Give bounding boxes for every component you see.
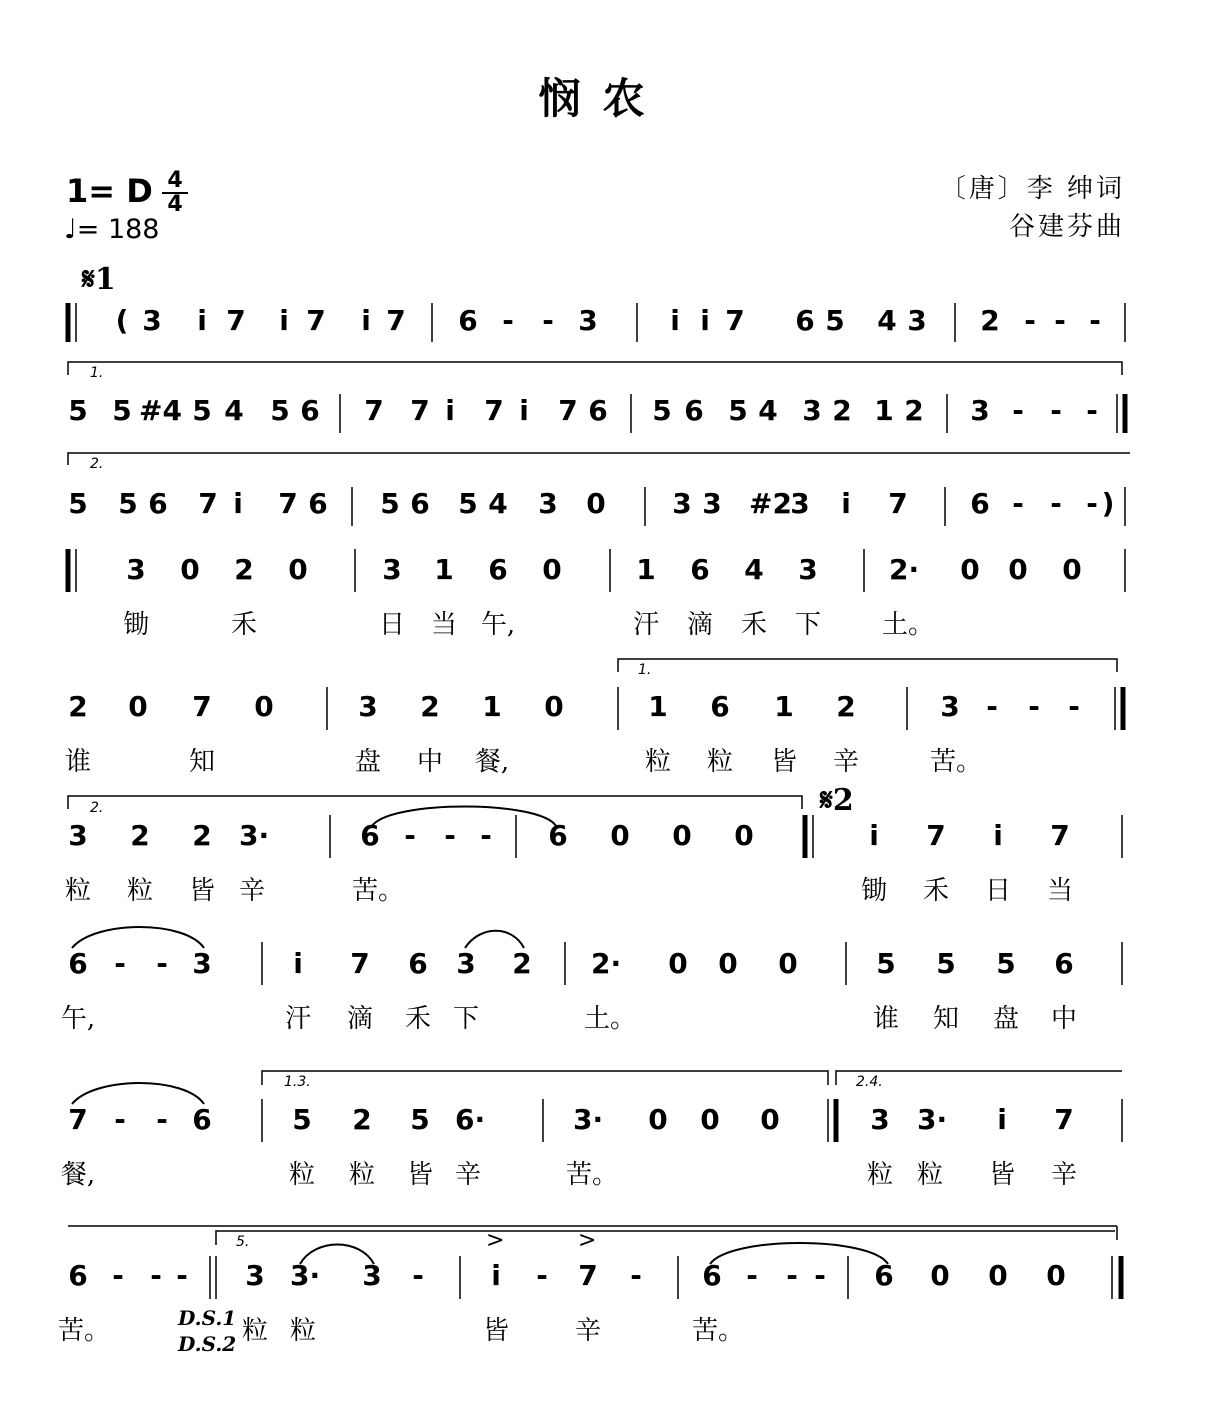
lyric-syllable: 禾 [230, 610, 257, 640]
note: 3 [538, 487, 558, 520]
composer: 谷建芬曲 [1008, 212, 1125, 242]
ds-2: D.S.2 [178, 1332, 237, 1356]
note: 0 [648, 1103, 668, 1136]
note: - [630, 1259, 642, 1292]
lyric-syllable: 苦。 [352, 876, 405, 906]
lyric-syllable: 粒 [126, 876, 153, 906]
note: 5 [996, 947, 1016, 980]
dal-segno-marks [178, 1305, 236, 1357]
accent-mark: > [486, 1228, 505, 1253]
note: ) [1101, 487, 1115, 520]
note: 6 [548, 819, 568, 852]
note: - [156, 947, 168, 980]
note: 0 [254, 690, 274, 723]
note: 3 [870, 1103, 890, 1136]
note: 0 [760, 1103, 780, 1136]
note: - [1086, 487, 1098, 520]
note: 6· [455, 1103, 486, 1136]
lyric-syllable: 苦。 [58, 1316, 111, 1346]
note: - [150, 1259, 162, 1292]
lyric-syllable: 餐, [474, 747, 510, 777]
note: - [1050, 487, 1062, 520]
note: 5 [68, 487, 88, 520]
volta-1: 1. [90, 365, 104, 381]
lyric-syllable: 盘 [992, 1004, 1019, 1034]
lyric-syllable: 粒 [866, 1160, 893, 1190]
note: 3 [702, 487, 722, 520]
note: 0 [988, 1259, 1008, 1292]
note: 5 [118, 487, 138, 520]
note: 0 [930, 1259, 950, 1292]
note: 7 [725, 304, 745, 337]
note: 0 [668, 947, 688, 980]
note: 0 [610, 819, 630, 852]
note: 5 [112, 394, 132, 427]
note: 7 [558, 394, 578, 427]
lyric-syllable: 辛 [574, 1316, 601, 1346]
note: 3 [798, 553, 818, 586]
page-title: 悯农 [538, 74, 667, 123]
note: i [670, 304, 680, 337]
note: 5 [825, 304, 845, 337]
lyric-syllable: 谁 [64, 747, 91, 777]
note: 2· [591, 947, 622, 980]
note: 3 [382, 553, 402, 586]
note: - [1028, 690, 1040, 723]
note: - [114, 1103, 126, 1136]
lyric-syllable: 土。 [882, 610, 935, 640]
note: 0 [700, 1103, 720, 1136]
volta-1: 1. [638, 662, 652, 678]
note: 6 [68, 1259, 88, 1292]
note: 6 [308, 487, 328, 520]
note: - [1012, 487, 1024, 520]
note: 3 [192, 947, 212, 980]
note: 0 [1008, 553, 1028, 586]
note: 2 [420, 690, 440, 723]
note: 7 [578, 1259, 598, 1292]
note: 7 [198, 487, 218, 520]
lyric-syllable: 知 [932, 1004, 959, 1034]
note: ( [115, 304, 129, 337]
note: 3 [672, 487, 692, 520]
note: - [1089, 304, 1101, 337]
note: i [491, 1259, 501, 1292]
volta-2: 2. [90, 800, 104, 816]
note: 4 [488, 487, 508, 520]
lyric-syllable: 土。 [584, 1004, 637, 1034]
lyric-syllable: 粒 [288, 1160, 315, 1190]
volta-2-4: 2.4. [856, 1074, 883, 1090]
lyric-syllable: 盘 [354, 747, 381, 777]
note: 1 [648, 690, 668, 723]
lyric-syllable: 中 [1050, 1004, 1077, 1034]
note: 3 [940, 690, 960, 723]
lyric-syllable: 下 [452, 1004, 479, 1034]
note: 2 [904, 394, 924, 427]
note: i [869, 819, 879, 852]
note: 1 [774, 690, 794, 723]
note: - [542, 304, 554, 337]
note: 0 [718, 947, 738, 980]
note: 7 [386, 304, 406, 337]
note: 6 [488, 553, 508, 586]
note: 7 [350, 947, 370, 980]
note: 6 [588, 394, 608, 427]
accent-mark: > [578, 1228, 597, 1253]
lyric-syllable: 午, [60, 1004, 96, 1034]
note: 0 [672, 819, 692, 852]
lyric-syllable: 下 [794, 610, 821, 640]
lyric-syllable: 锄 [860, 876, 887, 906]
note: 7 [306, 304, 326, 337]
note: 0 [1062, 553, 1082, 586]
note: - [986, 690, 998, 723]
note: 3 [907, 304, 927, 337]
note: 7 [364, 394, 384, 427]
note: 7 [1050, 819, 1070, 852]
note: - [156, 1103, 168, 1136]
note: 3 [358, 690, 378, 723]
note: 5 [270, 394, 290, 427]
quarter-note-icon: ♩ [64, 214, 77, 245]
volta-2: 2. [90, 456, 104, 472]
lyric-syllable: 辛 [1050, 1160, 1077, 1190]
note: 4 [758, 394, 778, 427]
lyric-syllable: 当 [1046, 876, 1073, 906]
note: 7 [926, 819, 946, 852]
note: 2 [980, 304, 1000, 337]
note: 2 [192, 819, 212, 852]
note: 3 [126, 553, 146, 586]
note: 7 [278, 487, 298, 520]
note: 6 [148, 487, 168, 520]
lyric-syllable: 皆 [770, 747, 797, 777]
note: - [112, 1259, 124, 1292]
note: - [746, 1259, 758, 1292]
note: 3 [578, 304, 598, 337]
lyric-syllable: 粒 [348, 1160, 375, 1190]
note: - [536, 1259, 548, 1292]
note: 3· [290, 1259, 321, 1292]
note: 3· [573, 1103, 604, 1136]
note: 3 [802, 394, 822, 427]
note: i [445, 394, 455, 427]
note: 7 [1054, 1103, 1074, 1136]
note: 0 [180, 553, 200, 586]
note: 1 [482, 690, 502, 723]
lyric-syllable: 午, [480, 610, 516, 640]
note: i [293, 947, 303, 980]
note: i [361, 304, 371, 337]
lyric-syllable: 辛 [832, 747, 859, 777]
note: i [197, 304, 207, 337]
lyric-syllable: 粒 [644, 747, 671, 777]
note: 6 [1054, 947, 1074, 980]
note: 7 [226, 304, 246, 337]
note: 5 [652, 394, 672, 427]
note: - [480, 819, 492, 852]
note: 0 [542, 553, 562, 586]
note: 7 [68, 1103, 88, 1136]
note: 3 [970, 394, 990, 427]
note: - [786, 1259, 798, 1292]
note: - [412, 1259, 424, 1292]
note: 5 [876, 947, 896, 980]
lyric-syllable: 苦。 [930, 747, 983, 777]
note: 3 [456, 947, 476, 980]
segno-1-icon: 𝄋1 [82, 262, 116, 297]
lyric-syllable: 粒 [241, 1316, 268, 1346]
note: 6 [410, 487, 430, 520]
lyric-syllable: 皆 [406, 1160, 433, 1190]
lyric-syllable: 辛 [454, 1160, 481, 1190]
volta-1-3: 1.3. [284, 1074, 311, 1090]
note: 5 [728, 394, 748, 427]
note: 5 [410, 1103, 430, 1136]
lyric-syllable: 皆 [482, 1316, 509, 1346]
lyric-syllable: 禾 [922, 876, 949, 906]
note: 4 [877, 304, 897, 337]
note: 0 [544, 690, 564, 723]
note: 1 [874, 394, 894, 427]
lyric-syllable: 当 [430, 610, 457, 640]
ds-1: D.S.1 [178, 1306, 237, 1330]
note: i [997, 1103, 1007, 1136]
lyric-syllable: 皆 [188, 876, 215, 906]
note: 6 [360, 819, 380, 852]
note: 6 [874, 1259, 894, 1292]
note: - [814, 1259, 826, 1292]
note: 0 [288, 553, 308, 586]
note: 2 [68, 690, 88, 723]
note: 6 [408, 947, 428, 980]
note: 2 [130, 819, 150, 852]
lyric-syllable: 谁 [872, 1004, 899, 1034]
segno-2-icon: 𝄋2 [820, 783, 854, 818]
time-sig-bottom: 4 [167, 192, 183, 217]
note: 2 [832, 394, 852, 427]
note: 7 [484, 394, 504, 427]
note: - [1024, 304, 1036, 337]
note: 1 [636, 553, 656, 586]
note: - [1086, 394, 1098, 427]
lyric-syllable: 滴 [686, 610, 713, 640]
lyric-syllable: 中 [416, 747, 443, 777]
note: 6 [795, 304, 815, 337]
note: - [1050, 394, 1062, 427]
note: 0 [778, 947, 798, 980]
note: 7 [192, 690, 212, 723]
note: 6 [300, 394, 320, 427]
note: #2 [749, 487, 792, 520]
note: 3 [142, 304, 162, 337]
note: - [176, 1259, 188, 1292]
lyric-syllable: 粒 [289, 1316, 316, 1346]
note: 7 [888, 487, 908, 520]
note: - [404, 819, 416, 852]
note: - [1054, 304, 1066, 337]
note: 0 [734, 819, 754, 852]
note: 5 [380, 487, 400, 520]
lyric-syllable: 知 [188, 747, 215, 777]
note: 6 [702, 1259, 722, 1292]
note: 3· [917, 1103, 948, 1136]
volta-5: 5. [236, 1234, 250, 1250]
note: 0 [128, 690, 148, 723]
note: 2 [234, 553, 254, 586]
note: i [519, 394, 529, 427]
note: 0 [586, 487, 606, 520]
note: #4 [139, 394, 182, 427]
note: 5 [292, 1103, 312, 1136]
note: - [114, 947, 126, 980]
note: 0 [1046, 1259, 1066, 1292]
note: 2 [512, 947, 532, 980]
note: i [279, 304, 289, 337]
lyric-syllable: 日 [378, 610, 405, 640]
note: i [841, 487, 851, 520]
time-sig-top: 4 [162, 170, 188, 194]
lyricist: 〔唐〕李 绅词 [939, 174, 1125, 204]
lyric-syllable: 锄 [122, 610, 149, 640]
note: 2· [889, 553, 920, 586]
note: i [993, 819, 1003, 852]
note: 4 [224, 394, 244, 427]
note: 2 [352, 1103, 372, 1136]
note: 7 [410, 394, 430, 427]
note: 6 [68, 947, 88, 980]
note: - [1012, 394, 1024, 427]
lyric-syllable: 汗 [284, 1004, 311, 1034]
note: 1 [434, 553, 454, 586]
tempo-value: = 188 [76, 214, 160, 245]
note: 6 [690, 553, 710, 586]
lyric-syllable: 滴 [346, 1004, 373, 1034]
key-signature: 1= D [66, 172, 153, 210]
note: 0 [960, 553, 980, 586]
note: i [700, 304, 710, 337]
note: - [1068, 690, 1080, 723]
note: 5 [192, 394, 212, 427]
note: 5 [68, 394, 88, 427]
note: 6 [192, 1103, 212, 1136]
lyric-syllable: 汗 [632, 610, 659, 640]
lyric-syllable: 辛 [238, 876, 265, 906]
note: 3 [790, 487, 810, 520]
lyric-syllable: 禾 [740, 610, 767, 640]
note: 5 [458, 487, 478, 520]
lyric-syllable: 日 [984, 876, 1011, 906]
lyric-syllable: 粒 [64, 876, 91, 906]
lyric-syllable: 餐, [60, 1160, 96, 1190]
note: 4 [744, 553, 764, 586]
lyric-syllable: 粒 [706, 747, 733, 777]
lyric-syllable: 粒 [916, 1160, 943, 1190]
lyric-syllable: 禾 [404, 1004, 431, 1034]
note: 5 [936, 947, 956, 980]
lyric-syllable: 苦。 [692, 1316, 745, 1346]
note: 3 [245, 1259, 265, 1292]
note: 6 [458, 304, 478, 337]
note: 2 [836, 690, 856, 723]
note: 3· [239, 819, 270, 852]
note: 3 [362, 1259, 382, 1292]
note: - [502, 304, 514, 337]
note: 6 [710, 690, 730, 723]
lyric-syllable: 皆 [988, 1160, 1015, 1190]
note: 6 [684, 394, 704, 427]
note: 6 [970, 487, 990, 520]
note: - [444, 819, 456, 852]
note: 3 [68, 819, 88, 852]
note: i [233, 487, 243, 520]
lyric-syllable: 苦。 [566, 1160, 619, 1190]
